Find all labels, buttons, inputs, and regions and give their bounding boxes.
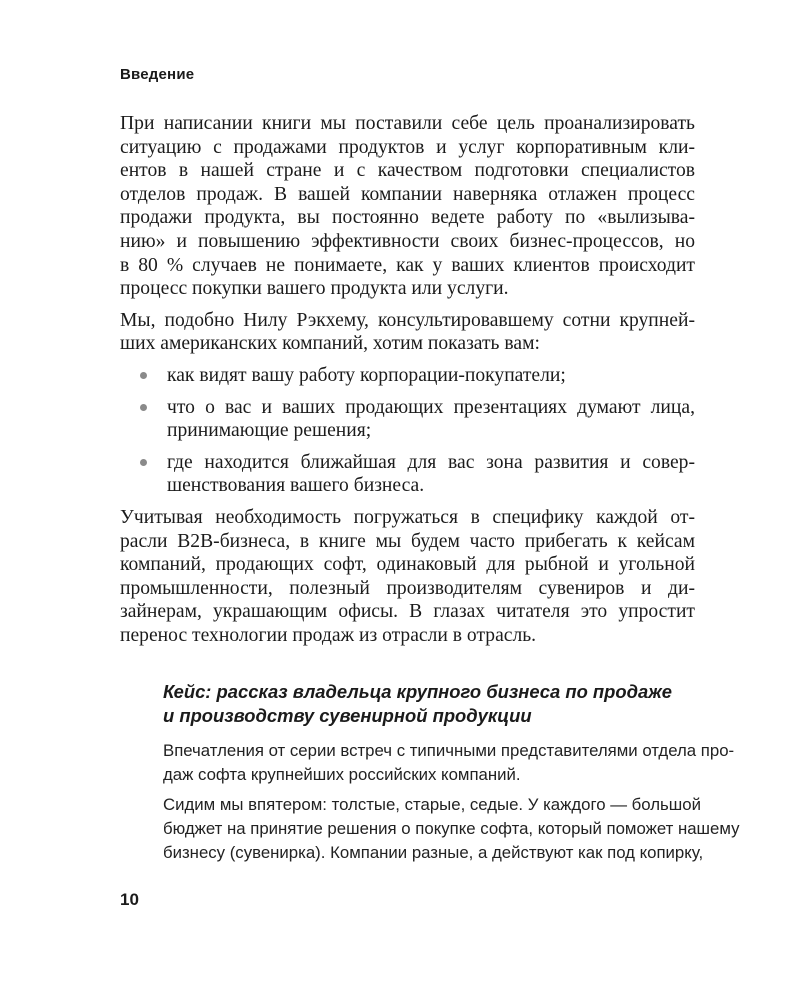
text-line: ших американских компаний, хотим показать вам: <box>120 333 540 355</box>
text-line: зайнерам, украшающим офисы. В глазах читателя это упростит <box>120 601 695 623</box>
text-line: даж софта крупнейших российских компаний. <box>163 765 521 784</box>
text-line: Впечатления от серии встреч с типичными представителями отдела про- <box>163 741 735 760</box>
case-paragraph <box>163 739 735 787</box>
text-line: ситуацию с продажами продуктов и услуг корпоративным кли- <box>120 136 695 158</box>
text-line: промышленности, полезный производителям сувениров и ди- <box>120 577 695 599</box>
paragraph-intro-goal <box>120 112 695 301</box>
text-line: и производству сувенирной продукции <box>163 705 532 726</box>
text-line: расли B2B-бизнеса, в книге мы будем часто прибегать к кейсам <box>120 530 695 552</box>
list-item <box>120 364 695 388</box>
bullet-list <box>120 364 695 498</box>
text-line: Кейс: рассказ владельца крупного бизнеса по продаже <box>163 681 673 702</box>
text-line: что о вас и ваших продающих презентациях думают лица, <box>167 396 695 418</box>
text-line: Мы, подобно Нилу Рэкхему, консультировавшему сотни крупней- <box>120 309 695 331</box>
case-study <box>163 680 740 871</box>
case-title <box>163 680 696 728</box>
list-item <box>120 451 695 498</box>
page-number: 10 <box>120 890 139 909</box>
text-line: в 80 % случаев не понимаете, как у ваших клиентов происходит <box>120 254 695 276</box>
text-line: где находится ближайшая для вас зона развития и совер- <box>167 451 695 473</box>
text-line: процесс покупки вашего продукта или услуги. <box>120 278 509 300</box>
case-paragraph <box>163 793 740 865</box>
text-line: перенос технологии продаж из отрасли в отрасль. <box>120 624 537 646</box>
text-line: принимающие решения; <box>167 420 372 442</box>
list-item <box>120 396 695 443</box>
text-line: как видят вашу работу корпорации-покупатели; <box>167 364 566 386</box>
text-line: При написании книги мы поставили себе цель проанализировать <box>120 113 695 134</box>
text-line: продажи продукта, вы постоянно ведете работу по «вылизыва- <box>120 207 695 229</box>
paragraph-b2b <box>120 506 695 648</box>
bullet-dot-icon <box>140 459 147 466</box>
text-line: отделов продаж. В вашей компании наверняка отлажен процесс <box>120 183 695 205</box>
running-head: Введение <box>120 66 195 83</box>
text-line: компаний, продающих софт, одинаковый для рыбной и угольной <box>120 554 695 576</box>
text-line: бюджет на принятие решения о покупке софта, который поможет нашему <box>163 819 740 838</box>
bullet-dot-icon <box>140 372 147 379</box>
text-line: ентов в нашей стране и с качеством подготовки специалистов <box>120 160 695 182</box>
text-line: бизнесу (сувенирка). Компании разные, а действуют как под копирку, <box>163 843 704 862</box>
main-text <box>120 112 695 655</box>
text-line: нию» и повышению эффективности своих бизнес-процессов, но <box>120 230 695 252</box>
bullet-dot-icon <box>140 404 147 411</box>
text-line: шенствования вашего бизнеса. <box>167 475 425 497</box>
text-line: Сидим мы впятером: толстые, старые, седые. У каждого — большой <box>163 795 701 814</box>
text-line: Учитывая необходимость погружаться в специфику каждой от- <box>120 506 695 528</box>
paragraph-rackham <box>120 309 695 356</box>
